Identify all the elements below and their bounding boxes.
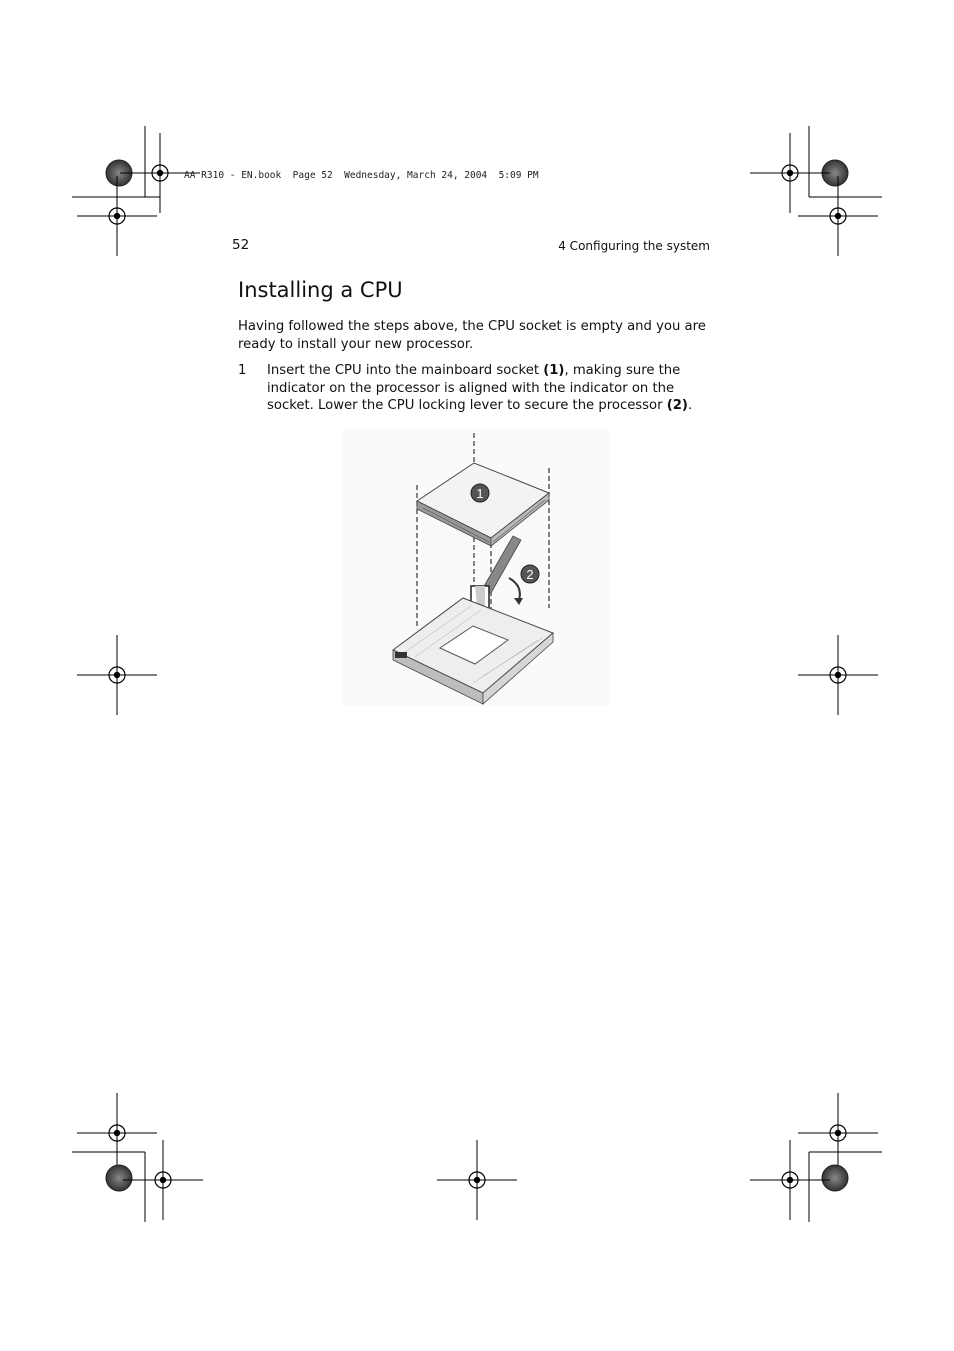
step-text: Insert the CPU into the mainboard socket (1), making sure the indicator on the processor is aligned with the indicator on the socket. Lower the CPU locking lever to secure the processor (2). [267,363,693,414]
color-target-icon [822,1165,848,1191]
svg-text:2: 2 [526,567,534,582]
intro-paragraph: Having followed the steps above, the CPU socket is empty and you are ready to install your new processor. [238,319,706,352]
callout-1-icon [471,484,489,502]
callout-ref: (2) [666,398,688,414]
page-number: 52 [232,237,250,253]
callout-ref: (1) [543,363,565,378]
svg-text:1: 1 [476,486,484,501]
cpu-install-figure [343,428,609,706]
section-title: Installing a CPU [238,278,403,302]
print-slug: AA R310 - EN.book Page 52 Wednesday, March 24, 2004 5:09 PM [184,170,539,181]
callout-2-icon [521,565,539,583]
running-header: 4 Configuring the system [558,239,710,253]
step-number: 1 [238,363,247,378]
color-target-icon [106,1165,132,1191]
